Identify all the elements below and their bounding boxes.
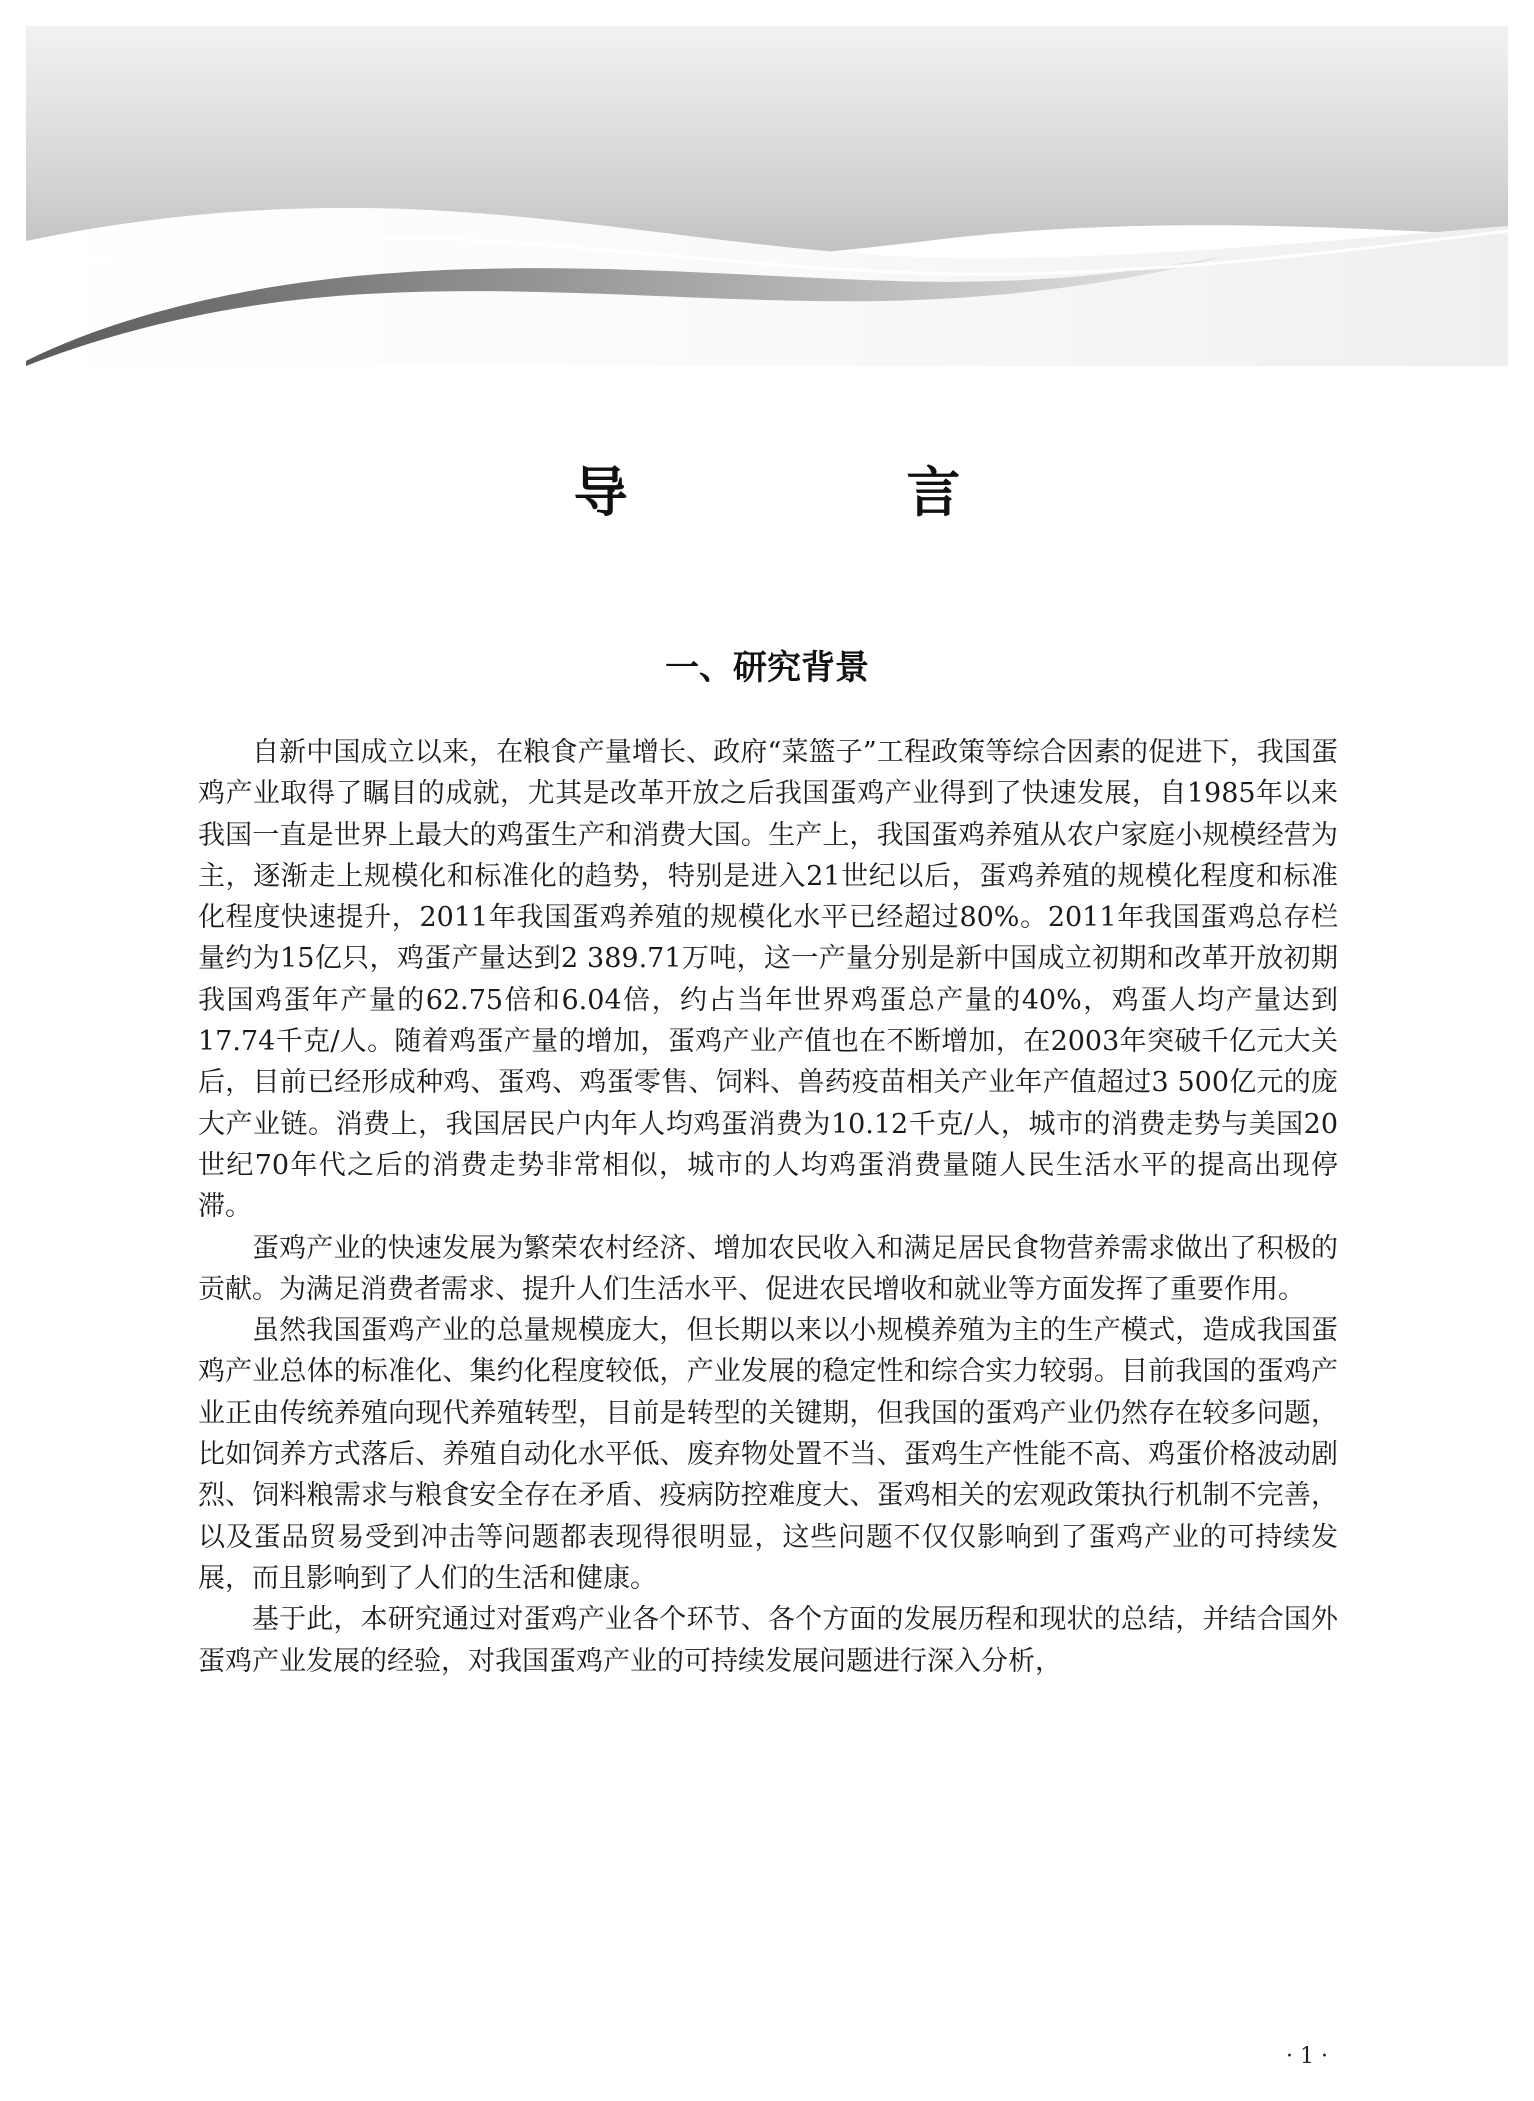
- page-title: 导 言: [573, 461, 1091, 524]
- decorative-header-band: [26, 26, 1508, 366]
- header-wave-graphic: [26, 26, 1508, 366]
- paragraph: 基于此，本研究通过对蛋鸡产业各个环节、各个方面的发展历程和现状的总结，并结合国外蛋鸡产业发展的经验，对我国蛋鸡产业的可持续发展问题进行深入分析，: [198, 1604, 1338, 1677]
- section-heading: 一、研究背景: [665, 648, 869, 688]
- paragraph: 自新中国成立以来，在粮食产量增长、政府“菜篮子”工程政策等综合因素的促进下，我国蛋鸡产业取得了瞩目的成就，尤其是改革开放之后我国蛋鸡产业得到了快速发展，自1985年以来我国一直是世界上最大的鸡蛋生产和消费大国。生产上，我国蛋鸡养殖从农户家庭小规模经营为主，逐渐走上规模化和标准化的趋势，特别是进入21世纪以后，蛋鸡养殖的规模化程度和标准化程度快速提升，2011年我国蛋鸡养殖的规模化水平已经超过80%。2011年我国蛋鸡总存栏量约为15亿只，鸡蛋产量达到2 389.71万吨，这一产量分别是新中国成立初期和改革开放初期我国鸡蛋年产量的62.75倍和6.04倍，约占当年世界鸡蛋总产量的40%，鸡蛋人均产量达到17.74千克/人。随着鸡蛋产量的增加，蛋鸡产业产值也在不断增加，在2003年突破千亿元大关后，目前已经形成种鸡、蛋鸡、鸡蛋零售、饲料、兽药疫苗相关产业年产值超过3 500亿元的庞大产业链。消费上，我国居民户内年人均鸡蛋消费为10.12千克/人，城市的消费走势与美国20世纪70年代之后的消费走势非常相似，城市的人均鸡蛋消费量随人民生活水平的提高出现停滞。: [198, 737, 1338, 1223]
- body-text: [198, 732, 1338, 1682]
- page-number: · 1 ·: [1286, 2044, 1328, 2069]
- paragraph: 虽然我国蛋鸡产业的总量规模庞大，但长期以来以小规模养殖为主的生产模式，造成我国蛋鸡产业总体的标准化、集约化程度较低，产业发展的稳定性和综合实力较弱。目前我国的蛋鸡产业正由传统养殖向现代养殖转型，目前是转型的关键期，但我国的蛋鸡产业仍然存在较多问题，比如饲养方式落后、养殖自动化水平低、废弃物处置不当、蛋鸡生产性能不高、鸡蛋价格波动剧烈、饲料粮需求与粮食安全存在矛盾、疫病防控难度大、蛋鸡相关的宏观政策执行机制不完善，以及蛋品贸易受到冲击等问题都表现得很明显，这些问题不仅仅影响到了蛋鸡产业的可持续发展，而且影响到了人们的生活和健康。: [198, 1315, 1338, 1594]
- paragraph: 蛋鸡产业的快速发展为繁荣农村经济、增加农民收入和满足居民食物营养需求做出了积极的贡献。为满足消费者需求、提升人们生活水平、促进农民增收和就业等方面发挥了重要作用。: [198, 1232, 1338, 1305]
